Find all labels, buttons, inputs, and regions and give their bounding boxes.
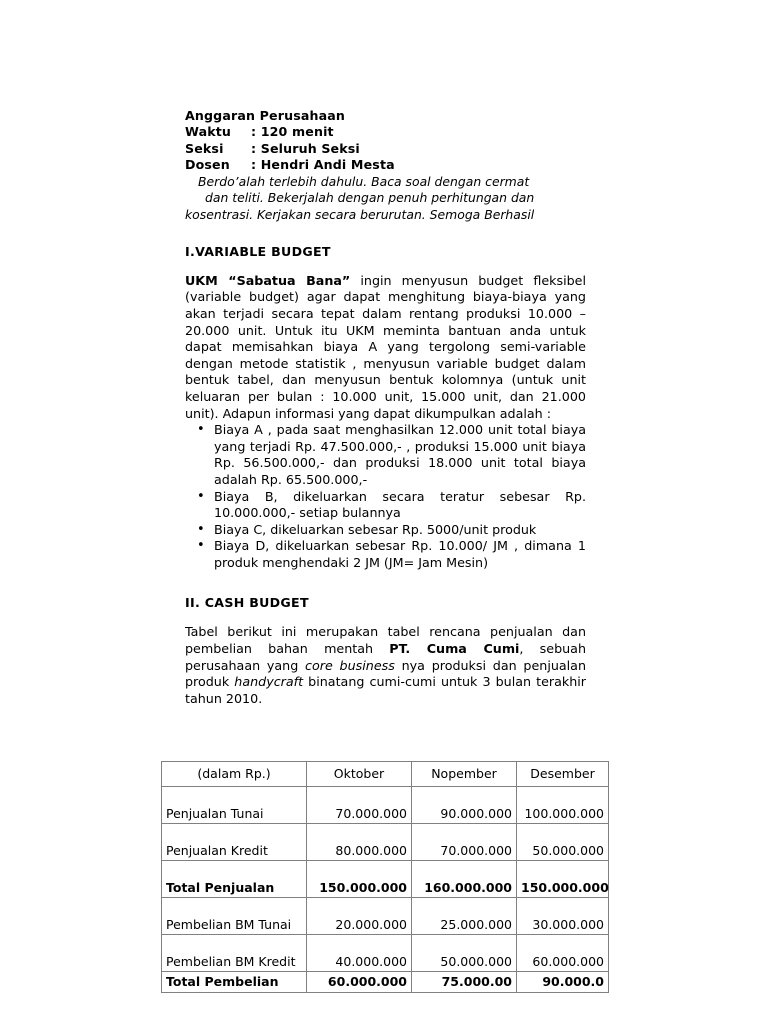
exam-meta-value-waktu: : 120 menit: [251, 124, 334, 140]
row-label: Total Penjualan: [162, 861, 307, 898]
row-value-desember: 60.000.000: [517, 935, 609, 972]
section1-paragraph: [185, 273, 586, 422]
section2-italic-core-business: core business: [305, 657, 395, 673]
row-value-oktober: 70.000.000: [307, 787, 412, 824]
row-value-desember: 150.000.000: [517, 861, 609, 898]
row-value-oktober: 20.000.000: [307, 898, 412, 935]
exam-header: [185, 108, 586, 173]
table-row-total-pembelian: [162, 972, 609, 993]
exam-title: Anggaran Perusahaan: [185, 108, 346, 123]
bullet-icon: •: [197, 538, 205, 554]
section1-paragraph-body: ingin menyusun budget fleksibel (variable budget) agar dapat menghitung biaya-biaya yang akan terjadi secara tepat dalam rentang produksi 10.000 – 20.000 unit. Untuk itu UKM meminta bantuan anda untuk dapat memisahkan biaya A yang tergolong semi-variable dengan metode statistik , menyusun variable budget dalam bentuk tabel, dan menyusun bentuk kolomnya (untuk unit keluaran per bulan : 10.000 unit, 15.000 unit, dan 21.000 unit). Adapun informasi yang dapat dikumpulkan adalah :: [185, 272, 586, 421]
row-value-nopember: 160.000.000: [412, 861, 517, 898]
table-row: [162, 787, 609, 824]
bullet-icon: •: [197, 521, 205, 537]
table-row: [162, 898, 609, 935]
exam-instruction: [185, 174, 586, 223]
section1-paragraph-lead: UKM “Sabatua Bana”: [185, 272, 351, 288]
table-column-header-nopember: Nopember: [412, 762, 517, 787]
row-label: Pembelian BM Tunai: [162, 898, 307, 935]
exam-meta-value-seksi: : Seluruh Seksi: [251, 140, 360, 156]
exam-meta-label-waktu: Waktu: [185, 124, 232, 140]
list-item: [185, 522, 586, 539]
list-item: [185, 422, 586, 488]
table-body: [162, 787, 609, 993]
row-value-nopember: 90.000.000: [412, 787, 517, 824]
section2-paragraph: [185, 624, 586, 707]
table-row-total-penjualan: [162, 861, 609, 898]
exam-instruction-line-2: dan teliti. Bekerjalah dengan penuh perhitungan dan: [205, 190, 535, 206]
row-label: Total Pembelian: [162, 972, 307, 993]
document-content: [185, 108, 586, 707]
row-value-oktober: 150.000.000: [307, 861, 412, 898]
exam-meta-value-dosen: : Hendri Andi Mesta: [251, 156, 395, 172]
row-value-desember: 90.000.0: [517, 972, 609, 993]
table-header: [162, 762, 609, 787]
list-item: [185, 489, 586, 522]
row-value-nopember: 50.000.000: [412, 935, 517, 972]
row-label: Penjualan Tunai: [162, 787, 307, 824]
row-value-oktober: 80.000.000: [307, 824, 412, 861]
exam-meta-row-seksi: [185, 141, 586, 157]
bullet-icon: •: [197, 488, 205, 504]
exam-meta-row-dosen: [185, 157, 586, 173]
section2-company-name: PT. Cuma Cumi: [389, 641, 520, 657]
section2-paragraph-part4: binatang cumi-cumi untuk 3 bulan terakhir tahun 2010.: [185, 674, 587, 706]
list-item: [185, 538, 586, 571]
exam-instruction-line-3: kosentrasi. Kerjakan secara berurutan. Semoga Berhasil: [185, 206, 535, 222]
list-item-text: Biaya A , pada saat menghasilkan 12.000 unit total biaya yang terjadi Rp. 47.500.000,- , produksi 15.000 unit biaya Rp. 56.500.000,- dan produksi 18.000 unit total biaya adalah Rp. 65.500.000,-: [214, 422, 586, 487]
exam-meta-row-waktu: [185, 124, 586, 140]
table-header-row: [162, 762, 609, 787]
list-item-text: Biaya D, dikeluarkan sebesar Rp. 10.000/ JM , dimana 1 produk menghendaki 2 JM (JM= Jam Mesin): [214, 538, 586, 570]
bullet-icon: •: [197, 422, 205, 438]
list-item-text: Biaya C, dikeluarkan sebesar Rp. 5000/unit produk: [214, 521, 537, 537]
section-heading-variable-budget: I.VARIABLE BUDGET: [185, 243, 331, 259]
exam-meta-label-dosen: Dosen: [185, 156, 230, 172]
section2-paragraph-part1: Tabel berikut ini merupakan tabel rencana penjualan dan pembelian bahan mentah: [185, 624, 586, 657]
row-value-desember: 100.000.000: [517, 787, 609, 824]
section-heading-cash-budget: II. CASH BUDGET: [185, 595, 309, 611]
section2-paragraph-part3: nya produksi dan penjualan produk: [185, 657, 587, 690]
row-value-desember: 50.000.000: [517, 824, 609, 861]
row-label: Pembelian BM Kredit: [162, 935, 307, 972]
section2-paragraph-part2: , sebuah perusahaan yang: [185, 641, 586, 673]
section1-bullet-list: [185, 422, 586, 571]
table-column-header-desember: Desember: [517, 762, 609, 787]
row-value-nopember: 75.000.00: [412, 972, 517, 993]
exam-instruction-line-1: Berdo’alah terlebih dahulu. Baca soal dengan cermat: [198, 174, 530, 190]
row-value-nopember: 25.000.000: [412, 898, 517, 935]
table-row: [162, 824, 609, 861]
section2-italic-handycraft: handycraft: [234, 674, 304, 690]
table-column-header-label: (dalam Rp.): [162, 762, 307, 787]
row-value-oktober: 40.000.000: [307, 935, 412, 972]
cash-budget-table-container: [161, 761, 608, 993]
exam-meta-label-seksi: Seksi: [185, 140, 224, 156]
row-value-nopember: 70.000.000: [412, 824, 517, 861]
cash-budget-table: [161, 761, 609, 993]
row-value-desember: 30.000.000: [517, 898, 609, 935]
row-value-oktober: 60.000.000: [307, 972, 412, 993]
row-label: Penjualan Kredit: [162, 824, 307, 861]
table-row: [162, 935, 609, 972]
list-item-text: Biaya B, dikeluarkan secara teratur sebesar Rp. 10.000.000,- setiap bulannya: [214, 488, 586, 521]
table-column-header-oktober: Oktober: [307, 762, 412, 787]
